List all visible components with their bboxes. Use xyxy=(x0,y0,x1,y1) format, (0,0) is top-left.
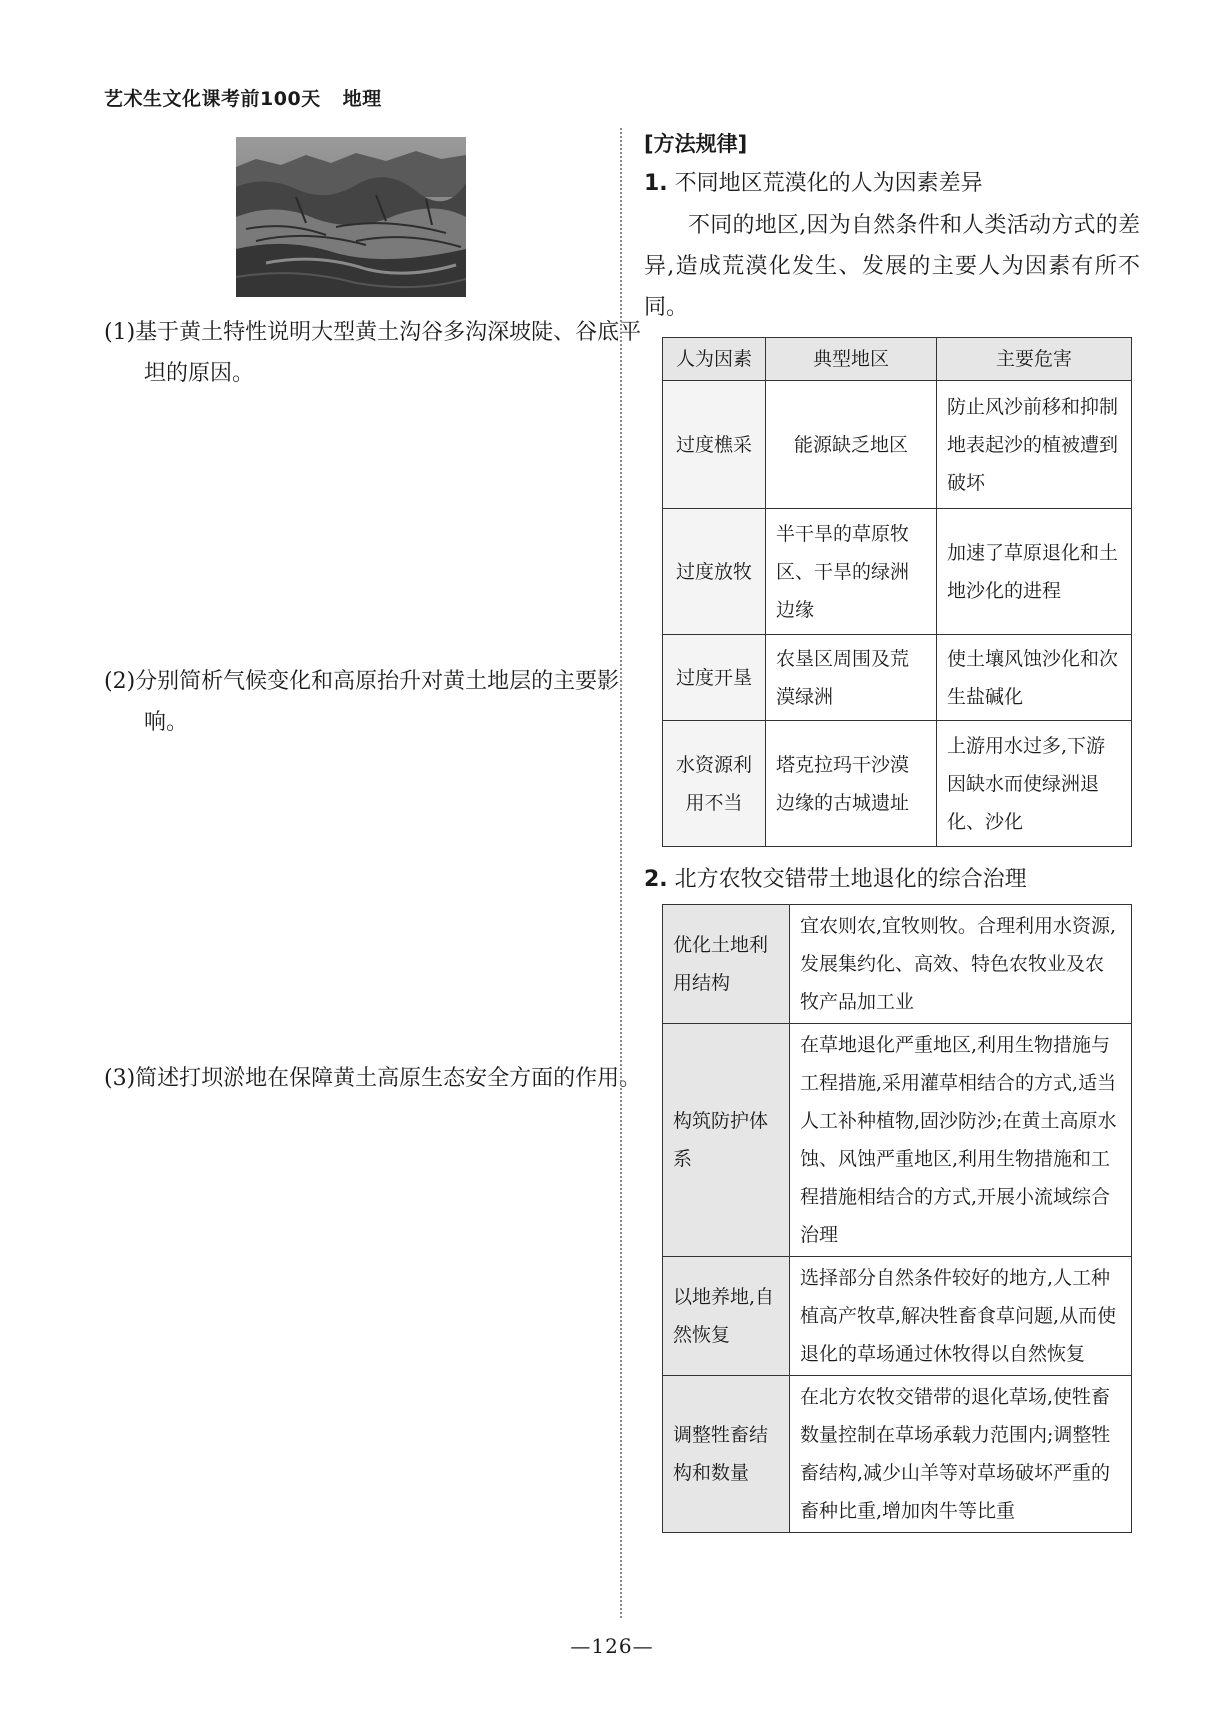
measure-detail-cell: 在草地退化严重地区,利用生物措施与工程措施,采用灌草相结合的方式,适当人工补种植物,固沙防沙;在黄土高原水蚀、风蚀严重地区,利用生物措施和工程措施相结合的方式,开展小流域综合治理 xyxy=(790,1024,1132,1257)
column-divider xyxy=(620,128,622,1618)
measure-cell: 调整牲畜结构和数量 xyxy=(663,1376,790,1533)
factor-cell: 过度开垦 xyxy=(663,635,766,721)
measure-cell: 以地养地,自然恢复 xyxy=(663,1257,790,1376)
question-2: (2)分别简析气候变化和高原抬升对黄土地层的主要影响。 xyxy=(104,669,620,735)
loess-landscape-image xyxy=(236,137,466,297)
table-header-cell: 典型地区 xyxy=(766,338,937,381)
region-cell: 农垦区周围及荒漠绿洲 xyxy=(766,635,937,721)
table-row xyxy=(663,509,1132,635)
method-heading: [方法规律] xyxy=(644,132,748,156)
desertification-factor-table xyxy=(662,337,1132,847)
harm-cell: 上游用水过多,下游因缺水而使绿洲退化、沙化 xyxy=(937,721,1132,847)
table-header-row xyxy=(663,338,1132,381)
factor-cell: 水资源利用不当 xyxy=(663,721,766,847)
factor-cell: 过度樵采 xyxy=(663,381,766,509)
table-header-cell: 主要危害 xyxy=(937,338,1132,381)
method-title xyxy=(644,128,1140,158)
section-1-num: 1. xyxy=(644,171,668,196)
governance-table-wrap xyxy=(662,904,1158,1533)
question-3: (3)简述打坝淤地在保障黄土高原生态安全方面的作用。 xyxy=(104,1066,642,1091)
factor-cell: 过度放牧 xyxy=(663,509,766,635)
section-2-title xyxy=(644,862,1140,893)
measure-detail-cell: 宜农则农,宜牧则牧。合理利用水资源,发展集约化、高效、特色农牧业及农牧产品加工业 xyxy=(790,905,1132,1024)
table-row xyxy=(663,635,1132,721)
harm-cell: 防止风沙前移和抑制地表起沙的植被遭到破坏 xyxy=(937,381,1132,509)
region-cell: 半干旱的草原牧区、干旱的绿洲边缘 xyxy=(766,509,937,635)
section-1-paragraph: 不同的地区,因为自然条件和人类活动方式的差异,造成荒漠化发生、发展的主要人为因素有所不同。 xyxy=(644,213,1140,320)
harm-cell: 加速了草原退化和土地沙化的进程 xyxy=(937,509,1132,635)
measure-cell: 优化土地利用结构 xyxy=(663,905,790,1024)
page-header xyxy=(104,84,382,111)
measure-detail-cell: 选择部分自然条件较好的地方,人工种植高产牧草,解决牲畜食草问题,从而使退化的草场通过休牧得以自然恢复 xyxy=(790,1257,1132,1376)
section-1-title xyxy=(644,166,1140,197)
desertification-table-wrap xyxy=(662,337,1158,847)
table-row xyxy=(663,381,1132,509)
table-row xyxy=(663,721,1132,847)
measure-detail-cell: 在北方农牧交错带的退化草场,使牲畜数量控制在草场承载力范围内;调整牲畜结构,减少山羊等对草场破坏严重的畜种比重,增加肉牛等比重 xyxy=(790,1376,1132,1533)
section-1-heading: 不同地区荒漠化的人为因素差异 xyxy=(674,171,983,196)
table-row xyxy=(663,1024,1132,1257)
table-header-cell: 人为因素 xyxy=(663,338,766,381)
section-2-num: 2. xyxy=(644,867,668,892)
page-number: —126— xyxy=(570,1634,654,1658)
table-row xyxy=(663,905,1132,1024)
section-1 xyxy=(644,166,1140,328)
harm-cell: 使土壤风蚀沙化和次生盐碱化 xyxy=(937,635,1132,721)
region-cell: 能源缺乏地区 xyxy=(766,381,937,509)
region-cell: 塔克拉玛干沙漠边缘的古城遗址 xyxy=(766,721,937,847)
section-2-title-wrap xyxy=(644,862,1140,893)
subject-label: 地理 xyxy=(342,88,382,110)
table-row xyxy=(663,1257,1132,1376)
section-2-heading: 北方农牧交错带土地退化的综合治理 xyxy=(674,867,1027,892)
measure-cell: 构筑防护体系 xyxy=(663,1024,790,1257)
table-row xyxy=(663,1376,1132,1533)
loess-landscape-photo xyxy=(236,137,466,297)
question-1: (1)基于黄土特性说明大型黄土沟谷多沟深坡陡、谷底平坦的原因。 xyxy=(104,320,642,386)
book-title: 艺术生文化课考前100天 xyxy=(104,88,321,110)
land-governance-table xyxy=(662,904,1132,1533)
